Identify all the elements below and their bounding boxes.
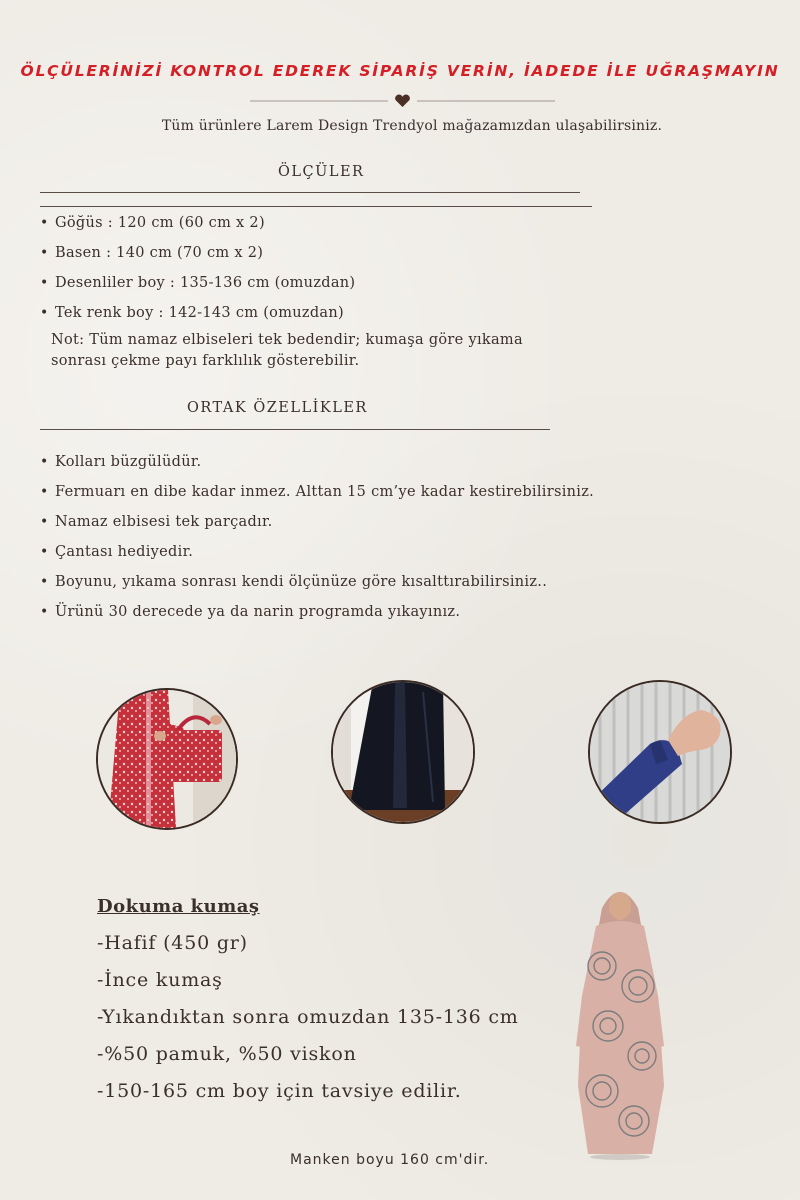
list-item: -Hafif (450 gr) — [97, 932, 248, 954]
list-item: • Ürünü 30 derecede ya da narin programda yıkayınız. — [38, 602, 594, 632]
photo-sleeve-detail — [588, 680, 732, 824]
features-title: ORTAK ÖZELLİKLER — [187, 400, 368, 416]
list-item: • Tek renk boy : 142-143 cm (omuzdan) — [38, 303, 355, 333]
list-item: • Desenliler boy : 135-136 cm (omuzdan) — [38, 273, 355, 303]
divider — [40, 206, 592, 207]
model-height-caption: Manken boyu 160 cm'dir. — [290, 1152, 490, 1168]
list-item: • Çantası hediyedir. — [38, 542, 594, 572]
note-line: Not: Tüm namaz elbiseleri tek bedendir; kumaşa göre yıkama — [51, 332, 523, 348]
store-info-text: Tüm ürünlere Larem Design Trendyol mağazamızdan ulaşabilirsiniz. — [161, 118, 663, 134]
list-item: • Boyunu, yıkama sonrası kendi ölçünüze göre kısalttırabilirsiniz.. — [38, 572, 594, 602]
note-line: sonrası çekme payı farklılık gösterebilir. — [51, 353, 360, 369]
measurements-title: ÖLÇÜLER — [278, 164, 365, 180]
divider — [40, 192, 580, 193]
fabric-title: Dokuma kumaş — [97, 896, 260, 917]
size-note — [51, 330, 641, 372]
heart-icon — [395, 95, 410, 107]
list-item: -%50 pamuk, %50 viskon — [97, 1043, 357, 1065]
list-item: -İnce kumaş — [97, 969, 223, 991]
list-item: • Namaz elbisesi tek parçadır. — [38, 512, 594, 542]
photo-red-dress-with-bag — [96, 688, 238, 830]
measurements-list — [38, 213, 355, 333]
list-item: • Basen : 140 cm (70 cm x 2) — [38, 243, 355, 273]
heart-divider — [250, 94, 555, 108]
fabric-list — [97, 928, 519, 1113]
photo-black-dress — [331, 680, 475, 824]
list-item: • Kolları büzgülüdür. — [38, 452, 594, 482]
divider — [40, 429, 550, 430]
headline: ÖLÇÜLERİNİZİ KONTROL EDEREK SİPARİŞ VERİN, İADEDE İLE UĞRAŞMAYIN — [20, 62, 780, 80]
list-item: • Göğüs : 120 cm (60 cm x 2) — [38, 213, 355, 243]
model-photo — [572, 876, 668, 1161]
list-item: • Fermuarı en dibe kadar inmez. Alttan 15 cm’ye kadar kestirebilirsiniz. — [38, 482, 594, 512]
list-item: -Yıkandıktan sonra omuzdan 135-136 cm — [97, 1006, 519, 1028]
features-list — [38, 452, 594, 632]
list-item: -150-165 cm boy için tavsiye edilir. — [97, 1080, 462, 1102]
